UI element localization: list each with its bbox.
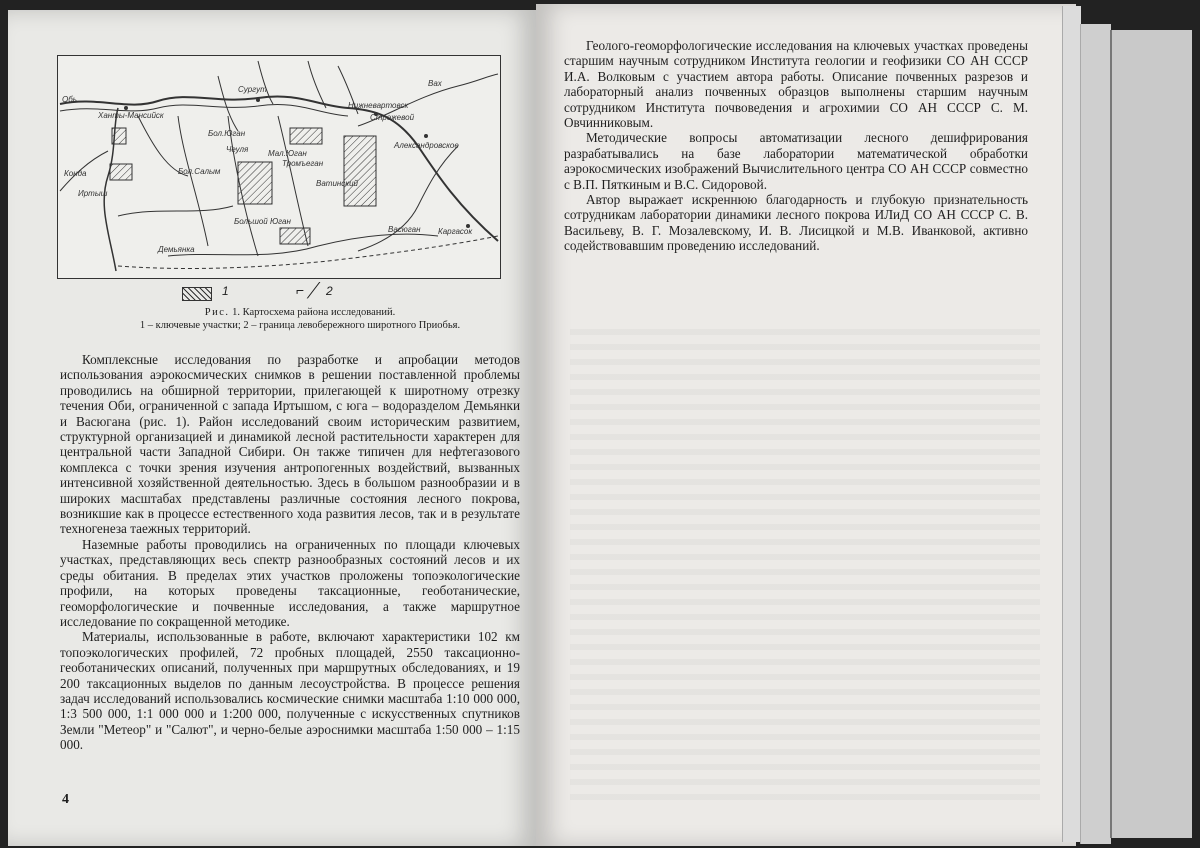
paragraph: Материалы, использованные в работе, включают характеристики 102 км топоэкологических профилей, 72 пробных площадей, 2550 таксационно-геоботанических описаний, полученных при маршрутных обследованиях, и 19 200 таксационных выделов по данным лесоустройства. В процессе решения задач исследований использовались космические снимки масштаба 1:10 000 000, 1:3 500 000, 1:1 000 000 и 1:200 000, полученные с искусственных спутников Земли "Метеор" и "Салют", и черно-белые аэроснимки масштаба 1:50 000 – 1:15 000. — [60, 629, 520, 753]
key-plot — [290, 128, 322, 144]
map-legend — [178, 282, 378, 300]
key-plot — [238, 162, 272, 204]
map-label-bol-salym: Бол.Салым — [178, 167, 221, 176]
paragraph: Комплексные исследования по разработке и апробации методов использования аэрокосмических снимков в решении поставленной проблемы проводились на обширной территории, прилегающей к широтному отрезку течения Оби, ограниченной с запада Иртышом, с юга – водоразделом Демьянки и Васюгана (рис. 1). Район исследований своим историческим развитием, структурной организацией и динамикой лесной растительности характерен для центральной части Западной Сибири. Он также типичен для нефтегазового комплекса с точки зрения изучения антропогенных воздействий, вызванных интенсивной хозяйственной деятельностью. Здесь в большом разнообразии и в широких масштабах представлены различные состояния лесного покрова, возникшие как в процессе естественного хода развития лесов, так и в результате техногенеза таежных территорий. — [60, 352, 520, 537]
map-label-mal-yugan: Мал.Юган — [268, 149, 307, 158]
paragraph: Геолого-геоморфологические исследования на ключевых участках проведены старшим научным сотрудником Института геологии и геофизики СО АН СССР И.А. Волковым с участием автора работы. Описание почвенных разрезов и лабораторный анализ почвенных образцов выполнены старшим научным сотрудником Института почвоведения и агрохимии СО АН СССР С. М. Овчинниковым. — [564, 38, 1028, 131]
key-plot — [344, 136, 376, 206]
map-label-nizhnevartovsk: Нижневартовск — [348, 101, 409, 110]
map-label-vasyugan: Васюган — [388, 225, 421, 234]
book-cover-edge — [1110, 30, 1192, 838]
legend-label-1: 1 — [222, 284, 229, 298]
page-edges-back — [1080, 24, 1111, 844]
map-label-bol-yugan: Бол.Юган — [208, 129, 246, 138]
map-label-aleksandrovskoe: Александровское — [394, 141, 459, 150]
map-label-chuzik: Чеуля — [226, 145, 249, 154]
figure-caption — [80, 306, 520, 332]
legend-boundary-symbol: ⌐ ╱ — [296, 282, 317, 298]
study-area-map — [57, 55, 501, 279]
map-label-demyanka: Демьянка — [158, 245, 195, 254]
page-edges — [1062, 6, 1081, 842]
legend-hatch-swatch — [182, 287, 212, 301]
map-label-khanty: Ханты-Мансийск — [98, 111, 164, 120]
paragraph: Наземные работы проводились на ограниченных по площади ключевых участках, представляющих весь спектр разнообразных состояний лесов и их среды обитания. В пределах этих участков проложены топоэкологические профили, на которых проведены таксационные, геоботанические, геоморфологические и почвенные исследования, а также маршрутное исследование по сокращенной методике. — [60, 536, 520, 629]
paragraph: Методические вопросы автоматизации лесного дешифрирования разрабатывались на базе лаборатории математической обработки аэрокосмических изображений Вычислительного центра СО АН СССР совместно с В.П. Пяткиным и В.С. Сидоровой. — [564, 130, 1028, 192]
map-label-tromyugan: Тромъеган — [282, 159, 324, 168]
legend-label-2: 2 — [326, 284, 333, 298]
bleed-through-texture — [570, 320, 1040, 800]
left-page-text — [60, 352, 520, 753]
map-label-irtysh: Иртыш — [78, 189, 108, 198]
map-label-konda: Конда — [64, 169, 87, 178]
map-label-kargasok: Каргасок — [438, 227, 473, 236]
paragraph: Автор выражает искреннюю благодарность и глубокую признательность сотрудникам лаборатории динамики лесного покрова ИЛиД СО АН СССР С. В. Васильеву, В. Г. Мозалевскому, И. В. Лисицкой и М.В. Иванковой, активно содействовавшим проведению исследований. — [564, 192, 1028, 254]
key-plot — [112, 128, 126, 144]
map-label-vatinsky: Ватинский — [316, 179, 358, 188]
key-plot — [280, 228, 310, 244]
map-label-ob: Обь — [62, 95, 77, 104]
map-label-vakh: Вах — [428, 79, 442, 88]
map-label-surgut: Сургут — [238, 85, 267, 94]
right-page-text — [564, 38, 1028, 254]
page-number: 4 — [62, 792, 69, 807]
key-plot — [110, 164, 132, 180]
caption-title: 1. Картосхема района исследований. — [232, 307, 396, 318]
caption-prefix: Рис. — [204, 307, 230, 318]
map-label-bolsh-yugan: Большой Юган — [234, 217, 291, 226]
caption-legend-text: 1 – ключевые участки; 2 – граница левобережного широтного Приобья. — [139, 320, 461, 331]
map-svg — [58, 56, 500, 278]
map-label-strezhevoy: Стрежевой — [370, 113, 415, 122]
